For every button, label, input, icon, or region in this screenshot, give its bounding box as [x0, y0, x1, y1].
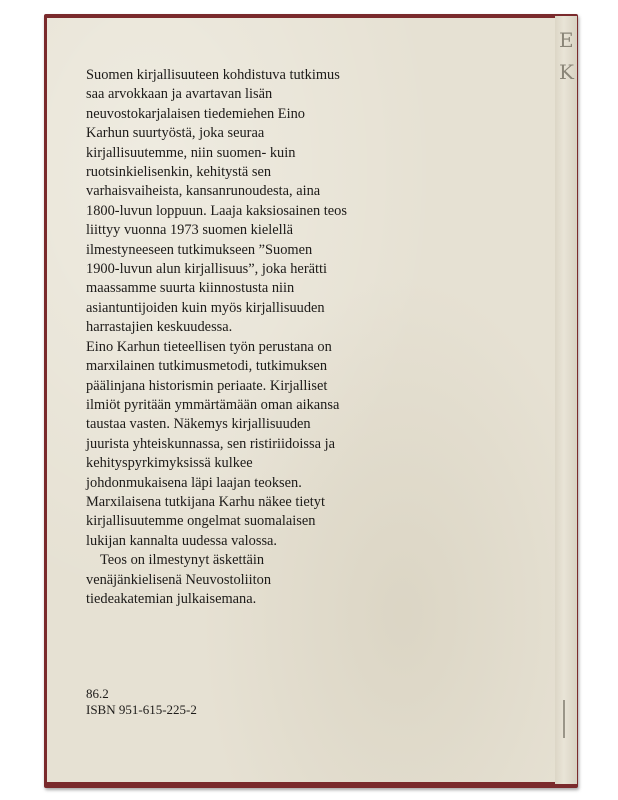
- blurb-line: Karhun suurtyöstä, joka seuraa: [86, 125, 265, 142]
- blurb-line: asiantuntijoiden kuin myös kirjallisuuden: [86, 299, 325, 316]
- spine-letter: E: [559, 28, 574, 52]
- blurb-line: neuvostokarjalaisen tiedemiehen Eino: [86, 105, 305, 122]
- blurb-line: ruotsinkielisenkin, kehitystä sen: [86, 164, 272, 181]
- blurb-line: maassamme suurta kiinnostusta niin: [86, 280, 295, 297]
- blurb-line: juurista yhteiskunnassa, sen ristiriidoissa ja: [86, 435, 336, 452]
- blurb-line: ilmestyneeseen tutkimukseen ”Suomen: [86, 241, 313, 258]
- spine-fold: [555, 16, 577, 784]
- blurb-line: Suomen kirjallisuuteen kohdistuva tutkimus: [86, 67, 340, 83]
- spine-letter: K: [559, 60, 574, 84]
- blurb-line: Teos on ilmestynyt äskettäin: [100, 552, 265, 569]
- blurb-line: venäjänkielisenä Neuvostoliiton: [86, 571, 272, 588]
- classification-number: 86.2: [86, 686, 109, 701]
- blurb-line: harrastajien keskuudessa.: [86, 319, 233, 336]
- blurb-line: varhaisvaiheista, kansanrunoudesta, aina: [86, 183, 321, 200]
- blurb-line: lukijan kannalta uudessa valossa.: [86, 532, 278, 549]
- blurb-line: 1800-luvun loppuun. Laaja kaksiosainen teos: [86, 202, 347, 219]
- blurb-line: kirjallisuutemme ongelmat suomalaisen: [86, 513, 316, 530]
- blurb-line: saa arvokkaan ja avartavan lisän: [86, 86, 273, 103]
- blurb-line: johdonmukaisena läpi laajan teoksen.: [86, 474, 302, 491]
- blurb-line: päälinjana historismin periaate. Kirjalliset: [86, 377, 328, 394]
- blurb-line: marxilainen tutkimusmetodi, tutkimuksen: [86, 358, 328, 375]
- blurb-line: kehityspyrkimyksissä kulkee: [86, 455, 253, 472]
- blurb-line: tiedeakatemian julkaisemana.: [86, 590, 257, 607]
- blurb-line: Marxilaisena tutkijana Karhu näkee tietyt: [86, 493, 325, 510]
- spine-mark: [563, 700, 565, 738]
- blurb-line: taustaa vasten. Näkemys kirjallisuuden: [86, 416, 311, 433]
- spine-lettering: [559, 24, 577, 88]
- blurb-line: kirjallisuutemme, niin suomen- kuin: [86, 144, 296, 161]
- blurb-line: 1900-luvun alun kirjallisuus”, joka herätti: [86, 261, 327, 278]
- blurb-text: [86, 66, 416, 609]
- blurb-line: Eino Karhun tieteellisen työn perustana on: [86, 338, 332, 355]
- blurb-line: liittyy vuonna 1973 suomen kielellä: [86, 222, 294, 239]
- isbn: ISBN 951-615-225-2: [86, 702, 197, 717]
- blurb-line: ilmiöt pyritään ymmärtämään oman aikansa: [86, 396, 340, 413]
- publication-info: [86, 686, 197, 718]
